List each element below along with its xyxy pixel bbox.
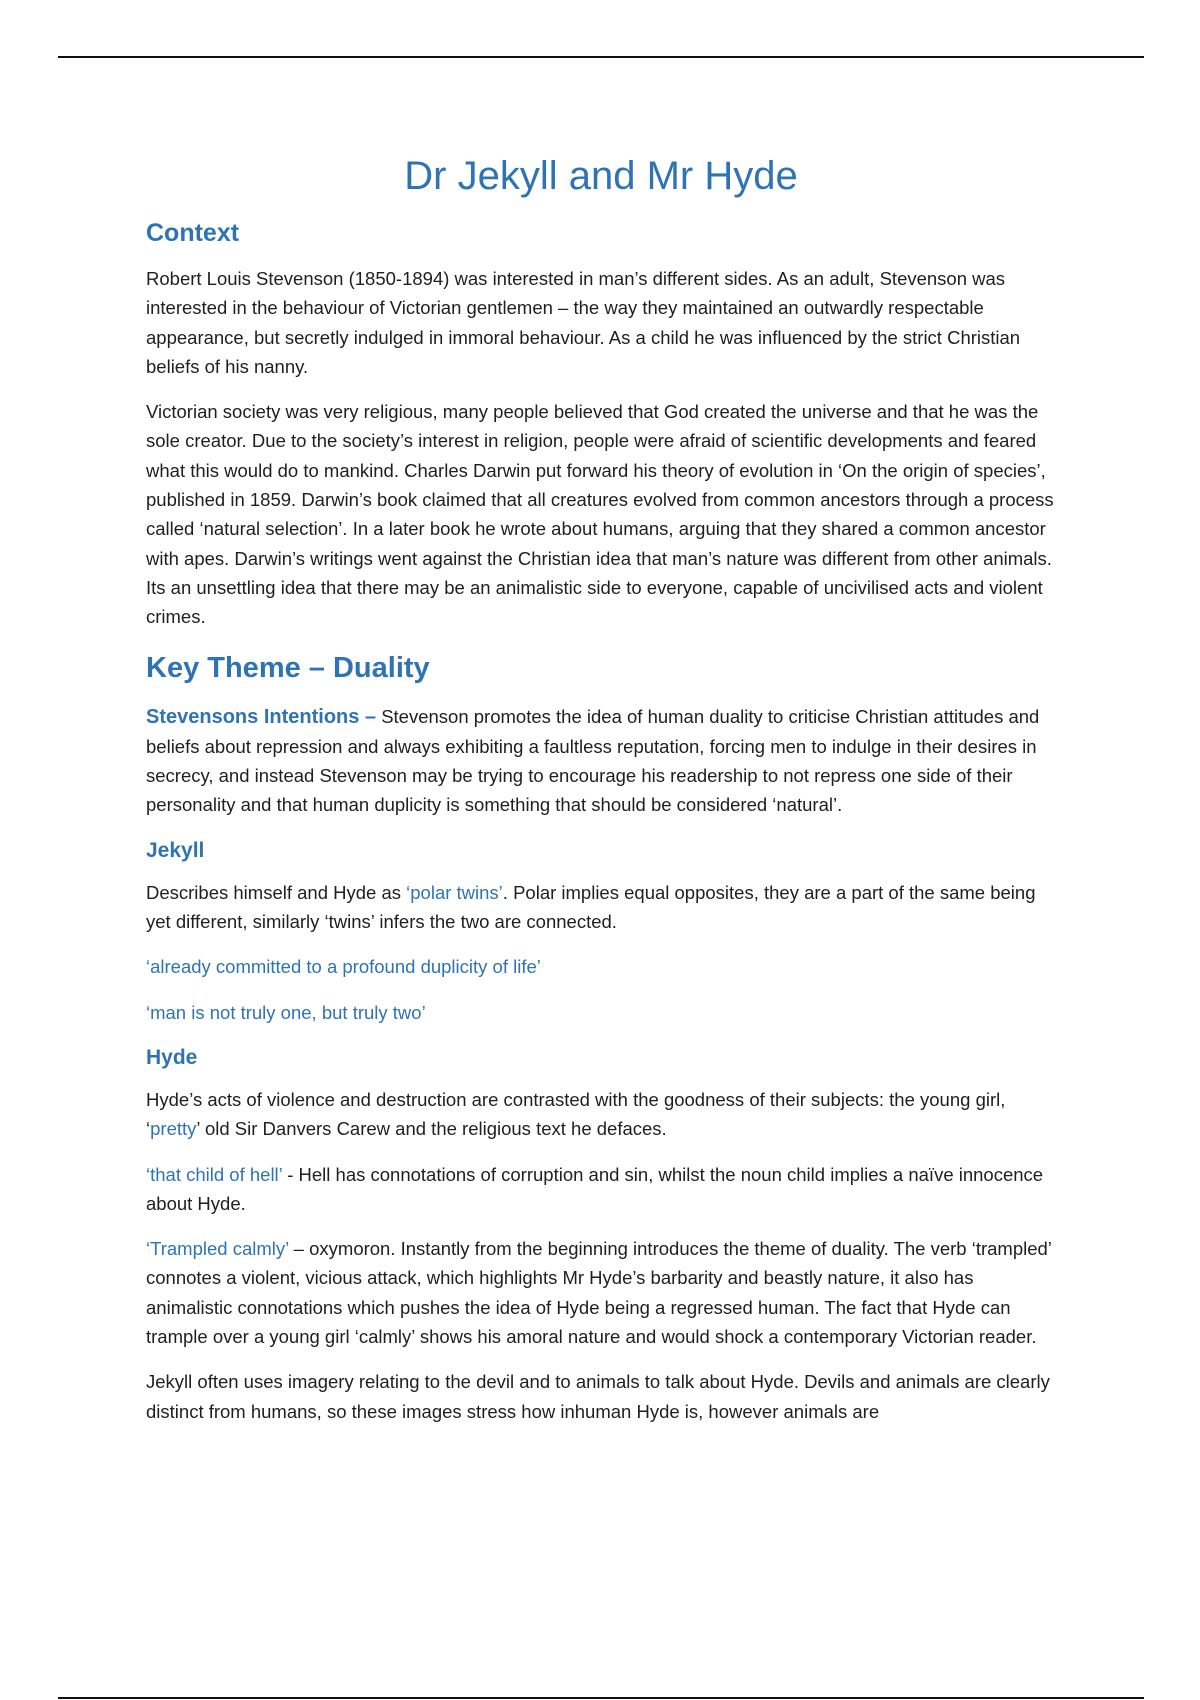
jekyll-paragraph-1: Describes himself and Hyde as ‘polar twins’. Polar implies equal opposites, they are a part of the same being yet different, similarly ‘twins’ infers the two are connected. <box>146 881 1036 933</box>
intentions-text: Stevenson promotes the idea of human duality to criticise Christian attitudes and beliefs about repression and always exhibiting a faultless reputation, forcing men to indulge in their desires in secrecy, and instead Stevenson may be trying to encourage his readership to not repress one side of their personality and that human duplicity is something that should be considered ‘natural’. <box>146 705 1040 816</box>
jekyll-heading: Jekyll <box>146 838 205 862</box>
jekyll-quote-2: ‘man is not truly one, but truly two’ <box>146 1001 426 1023</box>
document-page <box>146 150 1056 1442</box>
key-theme-heading: Key Theme – Duality <box>146 651 430 684</box>
document-title: Dr Jekyll and Mr Hyde <box>404 154 798 198</box>
context-paragraph-1: Robert Louis Stevenson (1850-1894) was interested in man’s different sides. As an adult, Stevenson was interested in the behaviour of Victorian gentlemen – the way they maintained an outwardly respectable appearance, but secretly indulged in immoral behaviour. As a child he was influenced by the strict Christian beliefs of his nanny. <box>146 268 1021 377</box>
context-heading: Context <box>146 219 240 247</box>
hyde-quote-trampled-calmly: ‘Trampled calmly’ <box>146 1238 289 1260</box>
top-rule <box>58 56 1144 58</box>
hyde-paragraph-4: Jekyll often uses imagery relating to the devil and to animals to talk about Hyde. Devils and animals are clearly distinct from humans, so these images stress how inhuman Hyde is, however animals are <box>146 1371 1050 1422</box>
hyde-quote-pretty: pretty <box>150 1118 197 1140</box>
jekyll-quote-1: ‘already committed to a profound duplicity of life’ <box>146 956 541 978</box>
hyde-quote-child-of-hell: ‘that child of hell’ <box>146 1163 283 1185</box>
intentions-label: Stevensons Intentions – <box>146 705 377 728</box>
bottom-rule <box>58 1697 1144 1699</box>
intentions-paragraph <box>146 702 1056 820</box>
hyde-paragraph-3: ‘Trampled calmly’ – oxymoron. Instantly from the beginning introduces the theme of duality. The verb ‘trampled’ connotes a violent, vicious attack, which highlights Mr Hyde’s barbarity and beastly nature, it also has animalistic connotations which pushes the idea of Hyde being a regressed human. The fact that Hyde can trample over a young girl ‘calmly’ shows his amoral nature and would shock a contemporary Victorian reader. <box>146 1238 1052 1348</box>
hyde-paragraph-2: ‘that child of hell’ - Hell has connotations of corruption and sin, whilst the noun child implies a naïve innocence about Hyde. <box>146 1163 1044 1214</box>
hyde-paragraph-1: Hyde’s acts of violence and destruction are contrasted with the goodness of their subjects: the young girl, ‘pretty’ old Sir Danvers Carew and the religious text he defaces. <box>146 1088 1006 1140</box>
context-paragraph-2: Victorian society was very religious, many people believed that God created the universe and that he was the sole creator. Due to the society’s interest in religion, people were afraid of scientific developments and feared what this would do to mankind. Charles Darwin put forward his theory of evolution in ‘On the origin of species’, published in 1859. Darwin’s book claimed that all creatures evolved from common ancestors through a process called ‘natural selection’. In a later book he wrote about humans, arguing that they shared a common ancestor with apes. Darwin’s writings went against the Christian idea that man’s nature was different from other animals. Its an unsettling idea that there may be an animalistic side to everyone, capable of uncivilised acts and violent crimes. <box>146 401 1054 628</box>
hyde-heading: Hyde <box>146 1045 198 1069</box>
jekyll-quote-polar-twins: ‘polar twins’ <box>406 881 503 903</box>
